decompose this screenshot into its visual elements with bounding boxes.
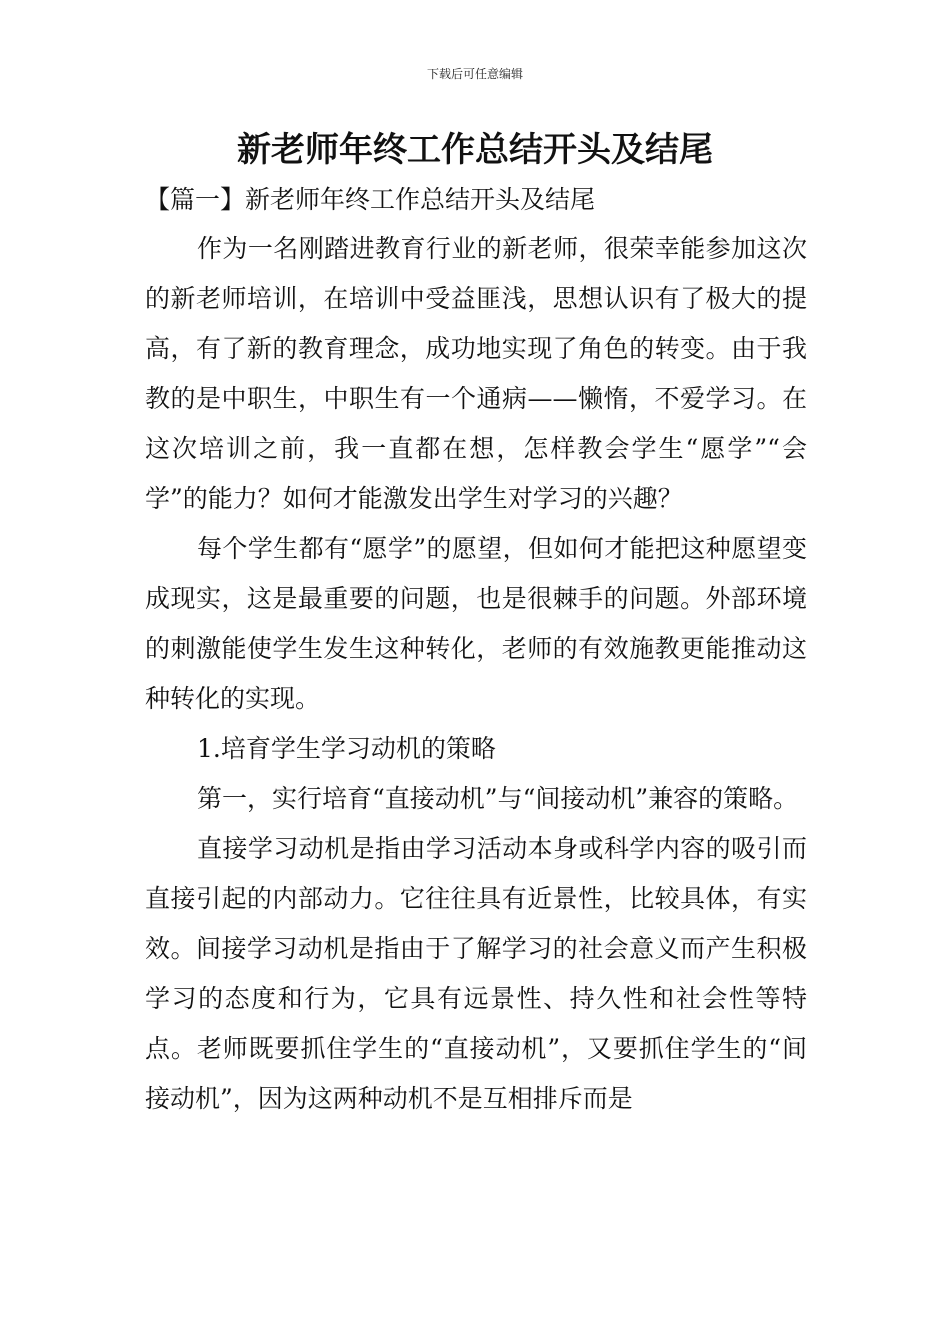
section-heading: 【篇一】新老师年终工作总结开头及结尾	[145, 185, 596, 214]
header-note: 下载后可任意编辑	[426, 67, 523, 81]
document-title: 新老师年终工作总结开头及结尾	[237, 130, 713, 170]
document-body	[145, 224, 807, 1124]
paragraph-intro: 作为一名刚踏进教育行业的新老师，很荣幸能参加这次的新老师培训，在培训中受益匪浅，思想认识有了极大的提高，有了新的教育理念，成功地实现了角色的转变。由于我教的是中职生，中职生有一个通病——懒惰，不爱学习。在这次培训之前，我一直都在想，怎样教会学生“愿学”“会学”的能力？如何才能激发出学生对学习的兴趣？	[145, 234, 807, 513]
paragraph-motivation: 每个学生都有“愿学”的愿望，但如何才能把这种愿望变成现实，这是最重要的问题，也是很棘手的问题。外部环境的刺激能使学生发生这种转化，老师的有效施教更能推动这种转化的实现。	[145, 534, 807, 713]
paragraph-direct-motivation: 直接学习动机是指由学习活动本身或科学内容的吸引而直接引起的内部动力。它往往具有近景性，比较具体，有实效。间接学习动机是指由于了解学习的社会意义而产生积极学习的态度和行为，它具有远景性、持久性和社会性等特点。老师既要抓住学生的“直接动机”，又要抓住学生的“间接动机”，因为这两种动机不是互相排斥而是	[145, 834, 807, 1113]
paragraph-strategy-one: 第一，实行培育“直接动机”与“间接动机”兼容的策略。	[197, 784, 799, 813]
paragraph-subheading: 1.培育学生学习动机的策略	[197, 734, 496, 763]
